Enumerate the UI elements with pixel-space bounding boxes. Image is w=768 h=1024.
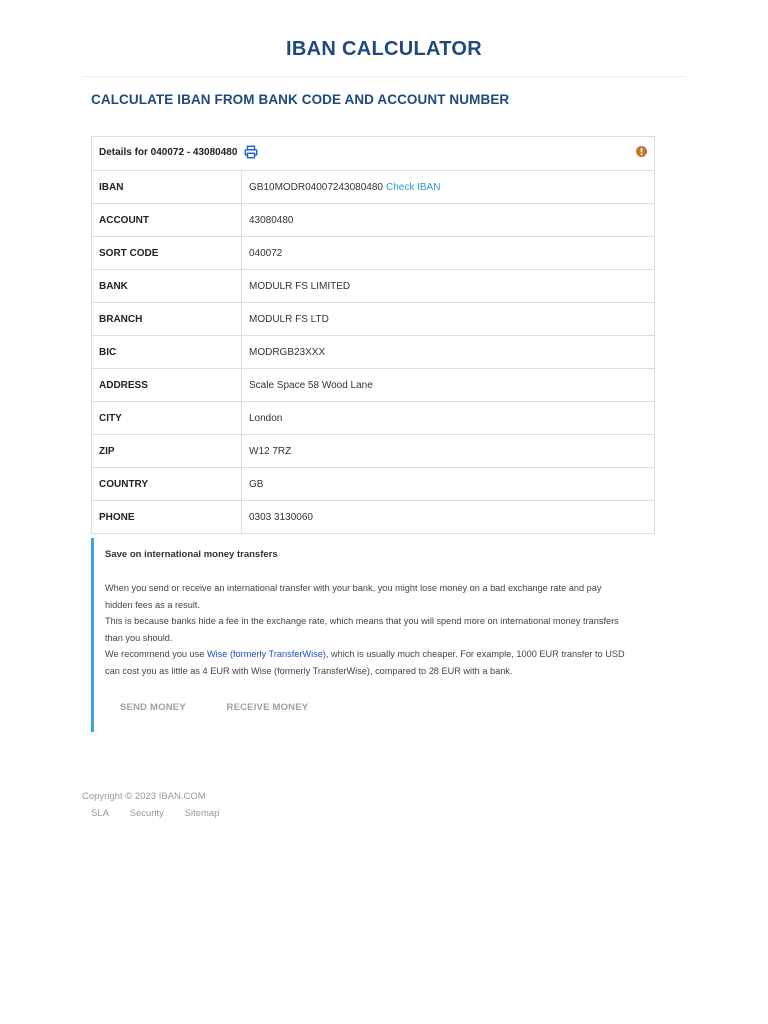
row-label: ZIP <box>92 435 242 468</box>
table-row <box>92 501 654 534</box>
iban-value: GB10MODR04007243080480 <box>249 181 383 193</box>
details-header-text: Details for 040072 - 43080480 <box>99 147 238 158</box>
row-label: BANK <box>92 270 242 303</box>
row-value: 43080480 <box>242 204 655 237</box>
wise-link[interactable]: Wise (formerly TransferWise) <box>206 649 326 660</box>
table-row <box>92 369 654 402</box>
header-divider <box>82 76 686 77</box>
row-label: ADDRESS <box>92 369 242 402</box>
row-value: Scale Space 58 Wood Lane <box>242 369 655 402</box>
footer-copyright: Copyright © 2023 IBAN.COM <box>82 791 206 802</box>
row-value: 0303 3130060 <box>249 511 313 523</box>
table-row <box>92 171 654 204</box>
row-value: W12 7RZ <box>242 435 655 468</box>
check-iban-link[interactable]: Check IBAN <box>385 181 441 193</box>
footer-link-sitemap[interactable]: Sitemap <box>184 808 220 819</box>
info-icon[interactable] <box>636 146 647 157</box>
row-label: IBAN <box>92 171 242 204</box>
row-label: BIC <box>92 336 242 369</box>
footer-link-security[interactable]: Security <box>129 808 164 819</box>
page-title: IBAN CALCULATOR <box>286 38 482 60</box>
row-value: GB <box>242 468 655 501</box>
table-row <box>92 204 654 237</box>
table-row <box>92 270 654 303</box>
table-row <box>92 402 654 435</box>
row-value: 040072 <box>242 237 655 270</box>
promo-title: Save on international money transfers <box>105 549 278 560</box>
footer-link-sla[interactable]: SLA <box>91 808 109 819</box>
row-label: ACCOUNT <box>92 204 242 237</box>
row-label: COUNTRY <box>92 468 242 501</box>
promo-text: We recommend you use <box>105 649 207 660</box>
promo-body <box>105 580 625 680</box>
promo-box <box>91 538 631 732</box>
row-label: BRANCH <box>92 303 242 336</box>
table-row <box>92 468 654 501</box>
details-table <box>92 171 654 533</box>
promo-paragraph: This is because banks hide a fee in the exchange rate, which means that you will spend more on international money transfers than you should. <box>105 616 619 643</box>
row-label: SORT CODE <box>92 237 242 270</box>
promo-text: , which is usually much cheaper. For example, 1000 EUR transfer to USD can cost you as little as 4 EUR with Wise (formerly TransferWise), compared to 28 EUR with a bank. <box>105 649 625 676</box>
row-value: MODULR FS LIMITED <box>242 270 655 303</box>
row-value: London <box>242 402 655 435</box>
row-value: MODULR FS LTD <box>242 303 655 336</box>
details-panel <box>91 136 655 534</box>
print-icon[interactable] <box>244 145 258 159</box>
promo-paragraph: When you send or receive an international transfer with your bank, you might lose money on a bad exchange rate and pay hidden fees as a result. <box>105 583 602 610</box>
row-value: MODRGB23XXX <box>242 336 655 369</box>
table-row <box>92 336 654 369</box>
section-title: CALCULATE IBAN FROM BANK CODE AND ACCOUNT NUMBER <box>91 92 510 107</box>
footer-links <box>91 808 237 819</box>
send-money-button[interactable]: SEND MONEY <box>120 702 186 713</box>
table-row <box>92 435 654 468</box>
table-row <box>92 237 654 270</box>
row-value <box>242 171 655 204</box>
table-row <box>92 303 654 336</box>
promo-actions <box>120 702 346 713</box>
details-header <box>92 137 654 171</box>
row-label: CITY <box>92 402 242 435</box>
promo-paragraph <box>105 646 625 679</box>
receive-money-button[interactable]: RECEIVE MONEY <box>226 702 309 713</box>
row-label: PHONE <box>92 501 242 534</box>
